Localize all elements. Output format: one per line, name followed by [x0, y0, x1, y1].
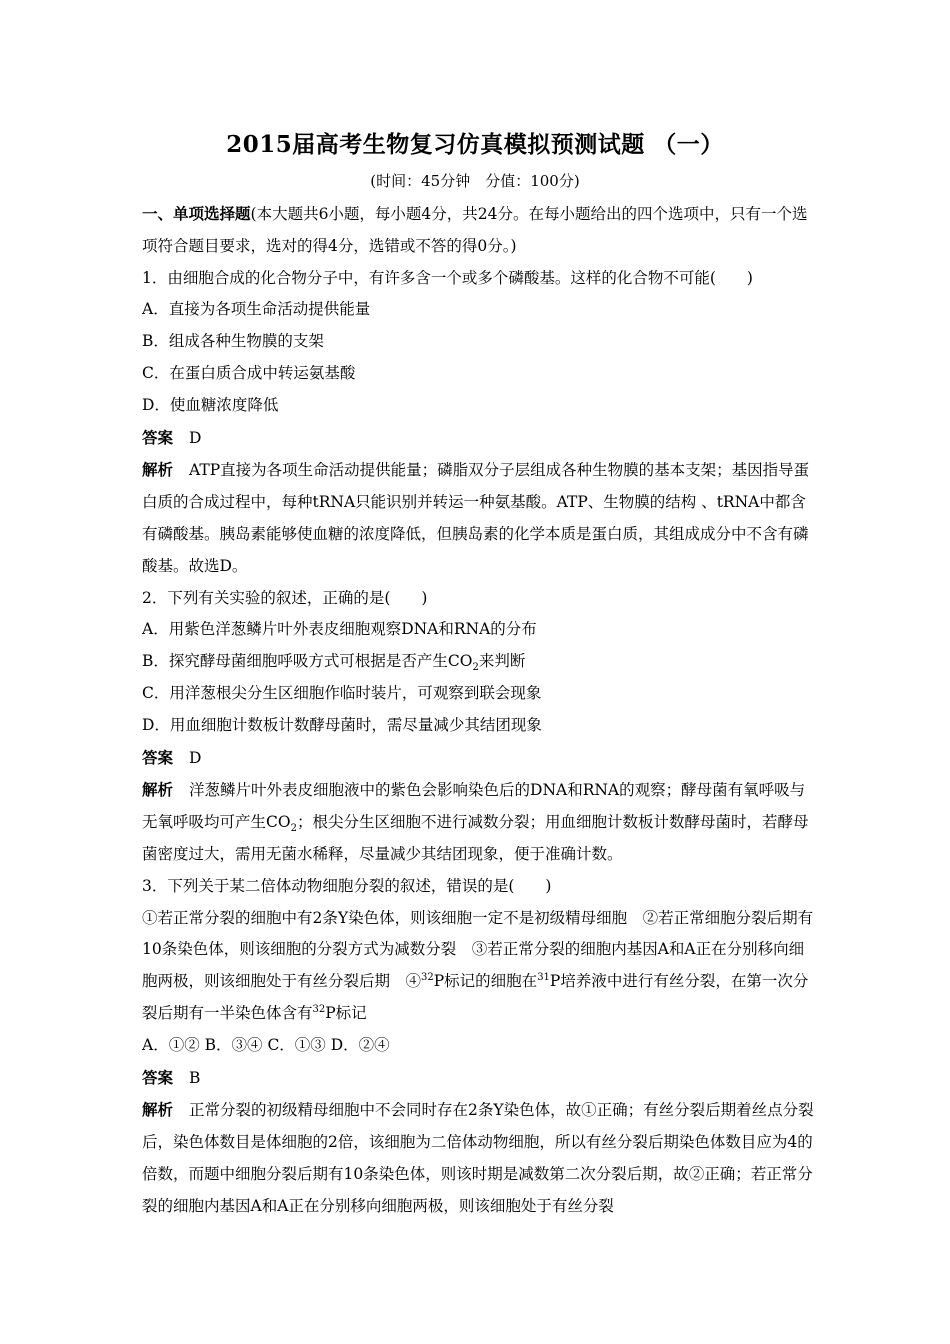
answer-label: 答案 — [142, 747, 174, 767]
answer-value: D — [189, 748, 202, 767]
question-2-stem: 2．下列有关实验的叙述，正确的是( ) — [142, 588, 428, 607]
analysis-text: 洋葱鳞片叶外表皮细胞液中的紫色会影响染色后的DNA和RNA的观察；酵母菌有氧呼吸与无氧呼吸均可产生CO — [142, 781, 806, 832]
analysis-label: 解析 — [142, 460, 174, 480]
answer-value: B — [189, 1068, 201, 1087]
analysis-label: 解析 — [142, 1100, 174, 1120]
document-body — [142, 198, 818, 1223]
question-3-analysis — [142, 1094, 818, 1222]
option-text: 来判断 — [478, 652, 526, 671]
answer-value: D — [189, 428, 202, 447]
question-1-option-a: A．直接为各项生命活动提供能量 — [142, 300, 371, 319]
analysis-text: 正常分裂的初级精母细胞中不会同时存在2条Y染色体，故①正确；有丝分裂后期着丝点分裂后，染色体数目是体细胞的2倍，该细胞为二倍体动物细胞，所以有丝分裂后期染色体数目应为4的倍数，而题中细胞分裂后期有10条染色体，则该时期是减数第二次分裂后期，故②正确；若正常分裂的细胞内基因A和A正在分别移向细胞两极，则该细胞处于有丝分裂 — [142, 1101, 814, 1215]
question-1-answer — [142, 422, 818, 455]
exam-info: (时间：45分钟 分值：100分) — [370, 172, 580, 190]
statement-text: P标记 — [325, 1003, 367, 1022]
analysis-text: ；根尖分生区细胞不进行减数分裂；用血细胞计数板计数酵母菌时，若酵母菌密度过大，需用无菌水稀释，尽量减少其结团现象，便于准确计数。 — [142, 813, 809, 863]
question-2-option-a: A．用紫色洋葱鳞片叶外表皮细胞观察DNA和RNA的分布 — [142, 620, 537, 639]
superscript: 32 — [312, 1003, 326, 1015]
statement-text: P培养液中进行有丝分裂，在第一次分裂后期有一半染色体含有 — [142, 972, 809, 1022]
statement-text: P标记的细胞在 — [433, 972, 538, 991]
analysis-text: ATP直接为各项生命活动提供能量；磷脂双分子层组成各种生物膜的基本支架；基因指导蛋白质的合成过程中，每种tRNA只能识别并转运一种氨基酸。ATP、生物膜的结构 、tRNA中都含有磷酸基。胰岛素能够使血糖的浓度降低，但胰岛素的化学本质是蛋白质，其组成成分中不含有磷酸基。故选D。 — [142, 461, 810, 575]
subscript: 2 — [290, 823, 297, 835]
question-1-option-c: C．在蛋白质合成中转运氨基酸 — [142, 363, 356, 382]
statement-text: ①若正常分裂的细胞中有2条Y染色体，则该细胞一定不是初级精母细胞 ②若正常细胞分裂后期有10条染色体，则该细胞的分裂方式为减数分裂 ③若正常分裂的细胞内基因A和A正在分别移向细胞两极，则该细胞处于有丝分裂后期 ④ — [142, 908, 814, 991]
question-2-option-c: C．用洋葱根尖分生区细胞作临时装片，可观察到联会现象 — [142, 683, 542, 702]
question-1-option-d: D．使血糖浓度降低 — [142, 395, 279, 414]
analysis-label: 解析 — [142, 780, 174, 800]
question-3-options: A．①② B．③④ C．①③ D．②④ — [142, 1035, 390, 1054]
subscript: 2 — [472, 662, 479, 674]
question-1-stem: 1．由细胞合成的化合物分子中，有许多含一个或多个磷酸基。这样的化合物不可能( ) — [142, 268, 753, 287]
superscript: 31 — [537, 971, 550, 983]
section-intro — [142, 198, 818, 263]
option-text: B．探究酵母菌细胞呼吸方式可根据是否产生CO — [142, 652, 473, 671]
section-heading: 一、单项选择题 — [142, 204, 251, 223]
answer-label: 答案 — [142, 427, 174, 447]
question-3-stem: 3．下列关于某二倍体动物细胞分裂的叙述，错误的是( ) — [142, 876, 552, 895]
question-1-option-b: B．组成各种生物膜的支架 — [142, 332, 324, 351]
answer-label: 答案 — [142, 1067, 174, 1087]
question-1-analysis — [142, 454, 818, 582]
page-title: 2015届高考生物复习仿真模拟预测试题 （一） — [226, 131, 724, 158]
question-3-answer — [142, 1062, 818, 1095]
question-2-analysis — [142, 774, 818, 870]
superscript: 32 — [421, 971, 434, 983]
question-2-option-b — [142, 646, 818, 678]
question-2-answer — [142, 742, 818, 775]
question-3-statements — [142, 903, 818, 1030]
section-note: (本大题共6小题，每小题4分，共24分。在每小题给出的四个选项中，只有一个选项符合题目要求，选对的得4分，选错或不答的得0分。) — [142, 205, 808, 255]
question-2-option-d: D．用血细胞计数板计数酵母菌时，需尽量减少其结团现象 — [142, 715, 542, 734]
